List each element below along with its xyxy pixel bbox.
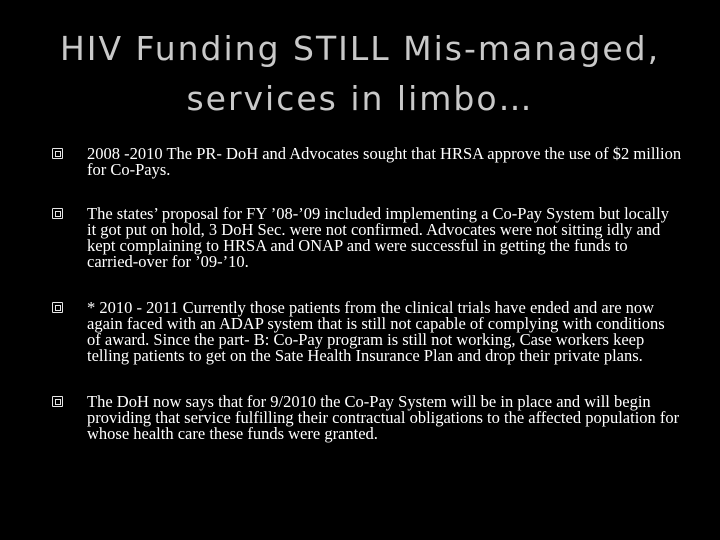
bullet-item (52, 146, 682, 178)
bullet-text: The states’ proposal for FY ’08-’09 included implementing a Co-Pay System but locally it got put on hold, 3 DoH Sec. were not confirmed. Advocates were not sitting idly and kept complaining to HRSA and ONAP and were successful in getting the funds to carried-over for ’09-’10. (87, 204, 669, 271)
bullet-text: The DoH now says that for 9/2010 the Co-Pay System will be in place and will begin providing that service fulfilling their contractual obligations to the affected population for whose health care these funds were granted. (87, 392, 680, 443)
bullet-item (52, 206, 682, 270)
bullet-item (52, 300, 682, 364)
bullet-item (52, 394, 682, 442)
slide-title-line-1: HIV Funding STILL Mis-managed, (59, 29, 661, 68)
square-bullet-icon (52, 208, 63, 219)
slide-title-line-2: services in limbo… (186, 79, 534, 118)
bullet-text: * 2010 - 2011 Currently those patients from the clinical trials have ended and are now again faced with an ADAP system that is still not capable of complying with conditions of award. Since the part- B: Co-Pay program is still not working, Case workers keep telling patients to get on the Sate Health Insurance Plan and drop their private plans. (87, 298, 665, 365)
square-bullet-icon (52, 148, 63, 159)
square-bullet-icon (52, 396, 63, 407)
bullet-list (52, 146, 682, 442)
slide-title (30, 24, 690, 124)
bullet-text: 2008 -2010 The PR- DoH and Advocates sought that HRSA approve the use of $2 million for Co-Pays. (87, 144, 682, 179)
square-bullet-icon (52, 302, 63, 313)
